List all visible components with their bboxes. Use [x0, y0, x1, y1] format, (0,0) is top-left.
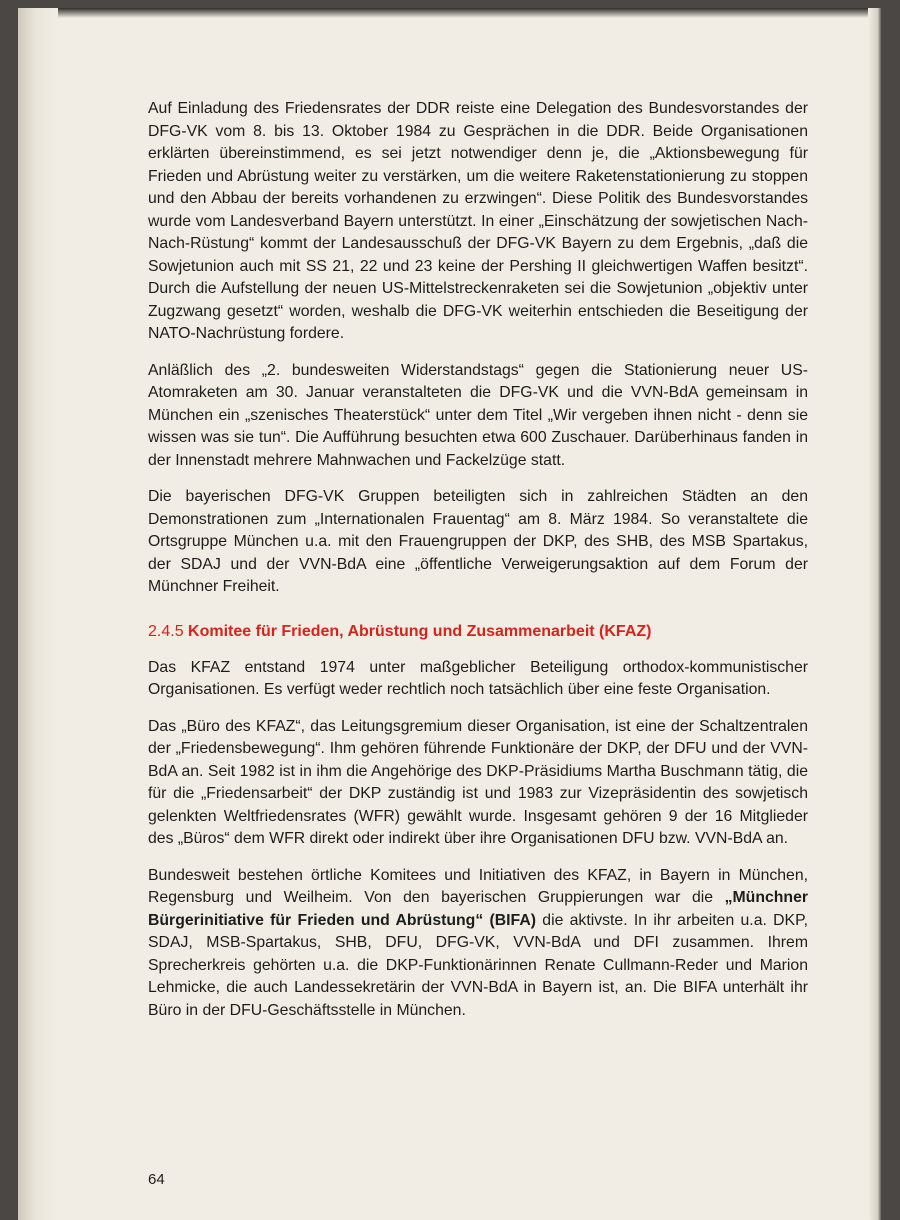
paragraph-kfaz-bayern	[148, 865, 808, 1023]
section-number: 2.4.5	[148, 622, 184, 640]
document-page	[18, 8, 882, 1220]
section-title: Komitee für Frieden, Abrüstung und Zusammenarbeit (KFAZ)	[188, 622, 652, 640]
page-number: 64	[148, 1171, 165, 1188]
bifa-name: „Münchner Bürgerinitiative für Frieden und Abrüstung“ (BIFA)	[148, 889, 808, 929]
section-heading	[148, 621, 808, 643]
paragraph-kfaz-buero: Das „Büro des KFAZ“, das Leitungsgremium dieser Organisation, ist eine der Schaltzentralen der „Friedensbewegung“. Ihm gehören führende Funktionäre der DKP, der DFU und der VVN-BdA an. Seit 1982 ist in ihm die Angehörige des DKP-Präsidiums Martha Buschmann tätig, die für die „Friedensarbeit“ der DKP zuständig ist und 1983 zur Vizepräsidentin des sowjetisch gelenkten Weltfriedensrates (WFR) gewählt wurde. Insgesamt gehören 9 der 16 Mitglieder des „Büros“ dem WFR direkt oder indirekt über ihre Organisationen DFU bzw. VVN-BdA an.	[148, 717, 808, 847]
paragraph-frauentag: Die bayerischen DFG-VK Gruppen beteiligten sich in zahlreichen Städten an den Demonstrationen zum „Internationalen Frauentag“ am 8. März 1984. So veranstaltete die Ortsgruppe München u.a. mit den Frauengruppen der DKP, des SHB, des MSB Spartakus, der SDAJ und der VVN-BdA eine „öffentliche Verweigerungsaktion auf dem Forum der Münchner Freiheit.	[148, 488, 808, 595]
paragraph-dfg-vk-ddr-delegation: Auf Einladung des Friedensrates der DDR reiste eine Delegation des Bundesvorstandes der DFG-VK vom 8. bis 13. Oktober 1984 zu Gesprächen in die DDR. Beide Organisationen erklärten übereinstimmend, es sei jetzt notwendiger denn je, die „Aktionsbewegung für Frieden und Abrüstung weiter zu verstärken, um die weitere Raketenstationierung zu stoppen und den Abbau der bereits vorhandenen zu erzwingen“. Diese Politik des Bundesvorstandes wurde vom Landesverband Bayern unterstützt. In einer „Einschätzung der sowjetischen Nach-Nach-Rüstung“ kommt der Landesausschuß der DFG-VK Bayern zu dem Ergebnis, „daß die Sowjetunion auch mit SS 21, 22 und 23 keine der Pershing II gleichwertigen Waffen besitzt“. Durch die Aufstellung der neuen US-Mittelstreckenraketen sei die Sowjetunion „objektiv unter Zugzwang gesetzt“ worden, weshalb die DFG-VK weiterhin entschieden die Beseitigung der NATO-Nachrüstung fordere.	[148, 100, 808, 342]
paragraph-kfaz-bayern-rest: die aktivste. In ihr arbeiten u.a. DKP, SDAJ, MSB-Spartakus, SHB, DFU, DFG-VK, VVN-BdA und DFI zusammen. Ihrem Sprecherkreis gehörten u.a. die DKP-Funktionärinnen Renate Cullmann-Reder und Marion Lehmicke, die auch Landessekretärin der VVN-BdA in Bayern ist, an. Die BIFA unterhält ihr Büro in der DFU-Geschäftsstelle in München.	[148, 911, 808, 1019]
page-binding-shadow	[18, 8, 58, 1220]
paragraph-widerstandstag: Anläßlich des „2. bundesweiten Widerstandstags“ gegen die Stationierung neuer US-Atomraketen am 30. Januar veranstalteten die DFG-VK und die VVN-BdA gemeinsam in München ein „szenisches Theaterstück“ unter dem Titel „Wir vergeben ihnen nicht - denn sie wissen was sie tun“. Die Aufführung besuchten etwa 600 Zuschauer. Darüberhinaus fanden in der Innenstadt mehrere Mahnwachen und Fackelzüge statt.	[148, 361, 808, 469]
paragraph-kfaz-bayern-intro: Bundesweit bestehen örtliche Komitees und Initiativen des KFAZ, in Bayern in München, Regensburg und Weilheim. Von den bayerischen Gruppierungen war die	[148, 866, 808, 906]
body-text	[148, 98, 808, 1036]
page-right-edge	[868, 8, 882, 1220]
paragraph-kfaz-origin: Das KFAZ entstand 1974 unter maßgeblicher Beteiligung orthodox-kommunistischer Organisationen. Es verfügt weder rechtlich noch tatsächlich über eine feste Organisation.	[148, 658, 808, 698]
page-top-edge	[18, 8, 882, 18]
